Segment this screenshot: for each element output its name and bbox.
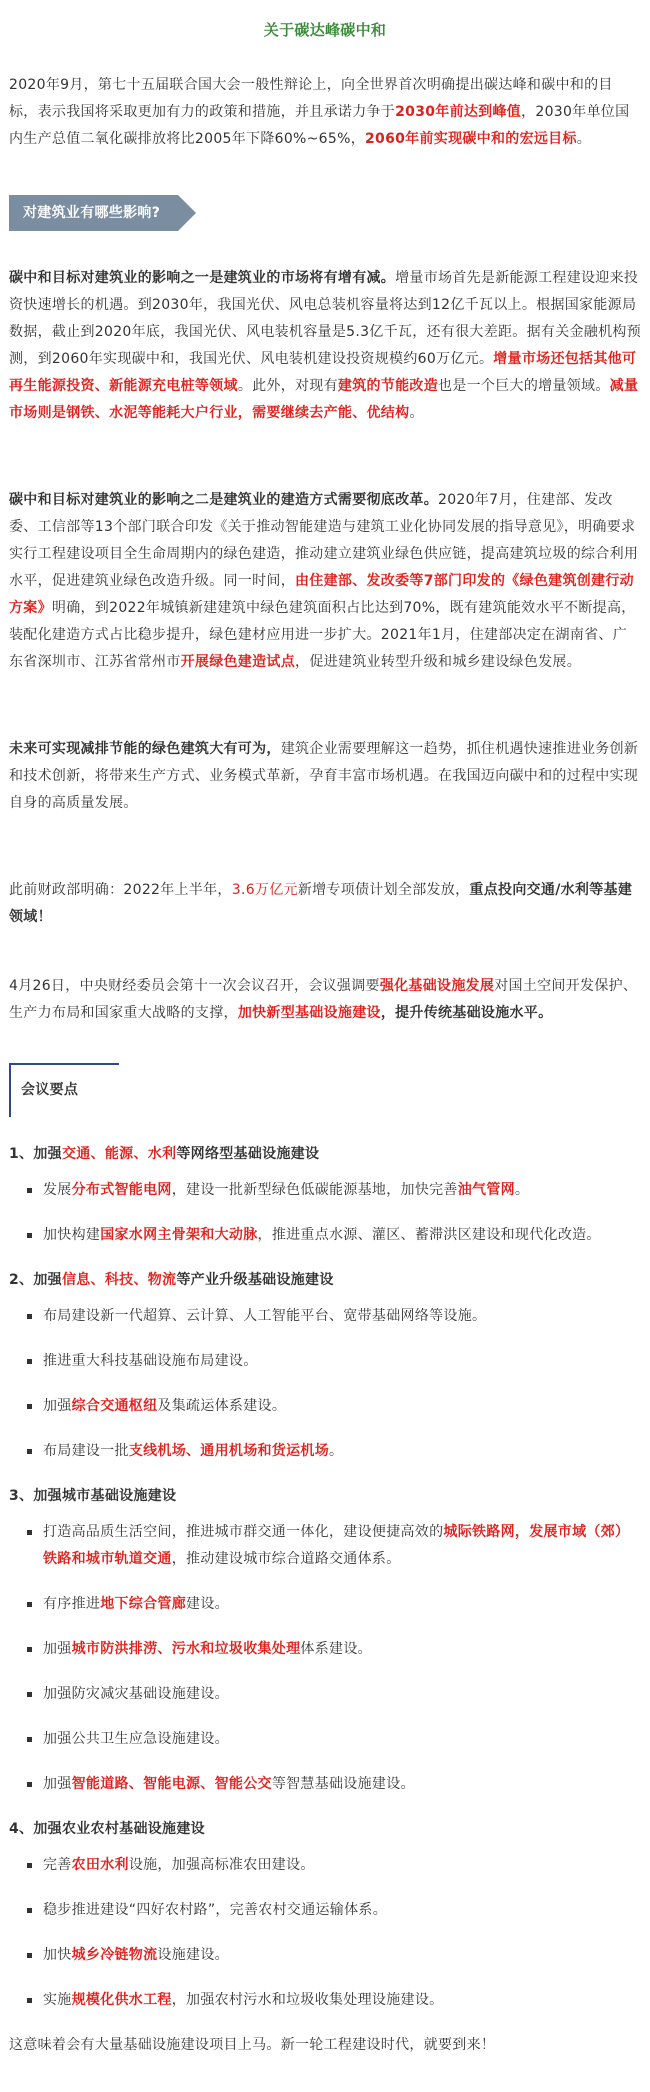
list-item: [9, 1177, 641, 1204]
bullet-list: [9, 1303, 641, 1465]
list-item: [9, 1303, 641, 1330]
highlight-text: 支线机场、通用机场和货运机场: [128, 1443, 330, 1459]
text-run: 等产业升级基础设施建设: [176, 1272, 334, 1288]
highlight-text: 重点投向交通/水利等基建领域！: [9, 882, 633, 925]
finance-paragraph: [9, 877, 641, 931]
highlight-text: 加快新型基础设施建设: [237, 1005, 381, 1021]
bullet-list: [9, 1519, 641, 1798]
list-item: [9, 1519, 641, 1573]
list-item: [9, 1393, 641, 1420]
text-run: 1、加强: [9, 1146, 62, 1162]
text-run: 布局建设新一代超算、云计算、人工智能平台、宽带基础网络等设施。: [43, 1308, 487, 1324]
list-item: [9, 1726, 641, 1753]
highlight-text: 综合交通枢纽: [71, 1398, 158, 1414]
text-run: ，建设一批新型绿色低碳能源基地，加快完善: [171, 1182, 458, 1198]
text-run: ，推进重点水源、灌区、蓄滞洪区建设和现代化改造。: [257, 1227, 601, 1243]
list-item: [9, 1987, 641, 2014]
text-run: 设施，加强高标准农田建设。: [128, 1857, 315, 1873]
group-title: [9, 1483, 641, 1509]
text-run: 。此外，对现有: [237, 378, 338, 394]
text-run: ，2030年单位国内生产总值二氧化碳排放将比2005年下降60%~65%，: [9, 104, 630, 147]
ending-paragraph: 这意味着会有大量基础设施建设项目上马。新一轮工程建设时代，就要到来！: [9, 2037, 496, 2053]
meeting-points: [9, 1141, 641, 2014]
meeting-points-heading: 会议要点: [9, 1063, 119, 1117]
highlight-text: 碳中和目标对建筑业的影响之一是建筑业的市场将有增有减。: [9, 270, 396, 286]
text-run: 2020年9月，第七十五届联合国大会一般性辩论上，向全世界首次明确提出碳达峰和碳中和的目标，表示我国将采取更加有力的政策和措施，并且承诺力争于: [9, 77, 613, 120]
text-run: 建设。: [186, 1596, 229, 1612]
text-run: 完善: [43, 1857, 72, 1873]
text-run: 布局建设一批: [43, 1443, 129, 1459]
bullet-list: [9, 1852, 641, 2014]
text-run: 推进重大科技基础设施布局建设。: [43, 1353, 258, 1369]
highlight-text: 信息、科技、物流: [61, 1272, 177, 1288]
text-run: 发展: [43, 1182, 72, 1198]
list-item: [9, 1636, 641, 1663]
impact-tag-wrap: [9, 195, 641, 231]
text-run: 体系建设。: [300, 1641, 372, 1657]
text-run: 设施建设。: [157, 1947, 229, 1963]
text-run: 加强公共卫生应急设施建设。: [43, 1731, 229, 1747]
highlight-text: 油气管网: [457, 1182, 515, 1198]
article-title: 关于碳达峰碳中和: [263, 21, 387, 39]
intro-paragraph: [9, 72, 641, 153]
text-run: 及集疏运体系建设。: [157, 1398, 287, 1414]
text-run: ，加强农村污水和垃圾收集处理设施建设。: [171, 1992, 444, 2008]
list-item: [9, 1681, 641, 1708]
list-item: [9, 1897, 641, 1924]
text-run: 有序推进: [43, 1596, 101, 1612]
text-run: 。: [514, 1182, 530, 1198]
text-run: 4月26日，中央财经委员会第十一次会议召开，会议强调要: [9, 978, 380, 994]
highlight-text: 农田水利: [71, 1857, 129, 1873]
highlight-text: 强化基础设施发展: [379, 978, 495, 994]
text-run: 加快构建: [43, 1227, 101, 1243]
highlight-text: 2030年前达到峰值: [395, 104, 522, 120]
highlight-text: 地下综合管廊: [100, 1596, 187, 1612]
text-run: 4、加强农业农村基础设施建设: [9, 1821, 205, 1837]
highlight-text: 分布式智能电网: [71, 1182, 172, 1198]
text-run: 对国土空间开发保护、生产力布局和国家重大战略的支撑，: [9, 978, 638, 1021]
list-item: [9, 1591, 641, 1618]
text-run: 。: [329, 1443, 344, 1459]
highlight-text: 城市防洪排涝、污水和垃圾收集处理: [71, 1641, 301, 1657]
highlight-text: 规模化供水工程: [71, 1992, 172, 2008]
group-title: [9, 1141, 641, 1167]
list-item: [9, 1438, 641, 1465]
text-run: 此前财政部明确：2022年上半年，: [9, 882, 232, 898]
group-title: [9, 1267, 641, 1293]
text-run: 明确，到2022年城镇新建建筑中绿色建筑面积占比达到70%，既有建筑能效水平不断提高，装配化建造方式占比稳步提升，绿色建材应用进一步扩大。2021年1月，住建部决定在湖南省、广东省深圳市、江苏省常州市: [9, 600, 636, 670]
text-run: 。: [409, 405, 424, 421]
highlight-text: 交通、能源、水利: [61, 1146, 177, 1162]
future-paragraph: [9, 736, 641, 817]
text-run: ，推动建设城市综合道路交通体系。: [171, 1551, 401, 1567]
text-run: 2020年7月，住建部、发改委、工信部等13个部门联合印发《关于推动智能建造与建筑工业化协同发展的指导意见》，明确要求实行工程建设项目全生命周期内的绿色建造，推动建立建筑业绿色供应链，提高建筑垃圾的综合利用水平，促进建筑业绿色改造升级。同一时间，: [9, 492, 639, 589]
highlight-text: 城乡冷链物流: [71, 1947, 158, 1963]
impact-paragraph-1: [9, 265, 641, 427]
highlight-text: 建筑的节能改造: [337, 378, 439, 394]
highlight-text: 2060年前实现碳中和的宏远目标: [365, 131, 577, 147]
highlight-text: 增量市场还包括其他可再生能源投资、新能源充电桩等领域: [9, 351, 637, 394]
text-run: 等网络型基础设施建设: [176, 1146, 320, 1162]
highlight-text: ，提升传统基础设施水平。: [380, 1005, 553, 1021]
text-run: 加强: [43, 1776, 72, 1792]
meeting-paragraph: [9, 973, 641, 1027]
highlight-text: 智能道路、智能电源、智能公交: [71, 1776, 272, 1792]
text-run: 打造高品质生活空间，推进城市群交通一体化，建设便捷高效的: [43, 1524, 444, 1540]
highlight-text: 减量市场则是钢铁、水泥等能耗大户行业，需要继续去产能、优结构: [9, 378, 639, 421]
text-run: 新增专项债计划全部发放，: [297, 882, 470, 898]
highlight-text: 城际铁路网，发展市域（郊）铁路和城市轨道交通: [43, 1524, 630, 1567]
list-item: [9, 1942, 641, 1969]
text-run: 建筑企业需要理解这一趋势，抓住机遇快速推进业务创新和技术创新，将带来生产方式、业务模式革新，孕育丰富市场机遇。在我国迈向碳中和的过程中实现自身的高质量发展。: [9, 741, 639, 811]
group-title: [9, 1816, 641, 1842]
text-run: 增量市场首先是新能源工程建设迎来投资快速增长的机遇。到2030年，我国光伏、风电总装机容量将达到12亿千瓦以上。根据国家能源局数据，截止到2020年底，我国光伏、风电装机容量是5.3亿千瓦，还有很大差距。据有关金融机构预测，到2060年实现碳中和，我国光伏、风电装机建设投资规模约60万亿元。: [9, 270, 641, 367]
text-run: ，促进建筑业转型升级和城乡建设绿色发展。: [295, 654, 582, 670]
bullet-list: [9, 1177, 641, 1249]
text-run: 等智慧基础设施建设。: [271, 1776, 415, 1792]
list-item: [9, 1771, 641, 1798]
highlight-text: 国家水网主骨架和大动脉: [100, 1227, 258, 1243]
text-run: 加快: [43, 1947, 72, 1963]
impact-tag: 对建筑业有哪些影响?: [9, 195, 178, 231]
text-run: 稳步推进建设“四好农村路”，完善农村交通运输体系。: [43, 1902, 388, 1918]
highlight-text: 碳中和目标对建筑业的影响之二是建筑业的建造方式需要彻底改革。: [9, 492, 438, 508]
highlight-text: 开展绿色建造试点: [180, 654, 296, 670]
text-run: 加强: [43, 1641, 72, 1657]
text-run: 也是一个巨大的增量领域。: [438, 378, 610, 394]
highlight-text: 未来可实现减排节能的绿色建筑大有可为，: [9, 741, 281, 757]
text-run: 实施: [43, 1992, 72, 2008]
list-item: [9, 1852, 641, 1879]
text-run: 加强: [43, 1398, 72, 1414]
highlight-text: 由住建部、发改委等7部门印发的《绿色建筑创建行动方案》: [9, 573, 634, 616]
text-run: 。: [576, 131, 592, 147]
text-run: 加强防灾减灾基础设施建设。: [43, 1686, 229, 1702]
impact-paragraph-2: [9, 487, 641, 676]
highlight-text: 3.6万亿元: [231, 882, 298, 898]
list-item: [9, 1222, 641, 1249]
text-run: 3、加强城市基础设施建设: [9, 1488, 177, 1504]
list-item: [9, 1348, 641, 1375]
text-run: 2、加强: [9, 1272, 62, 1288]
